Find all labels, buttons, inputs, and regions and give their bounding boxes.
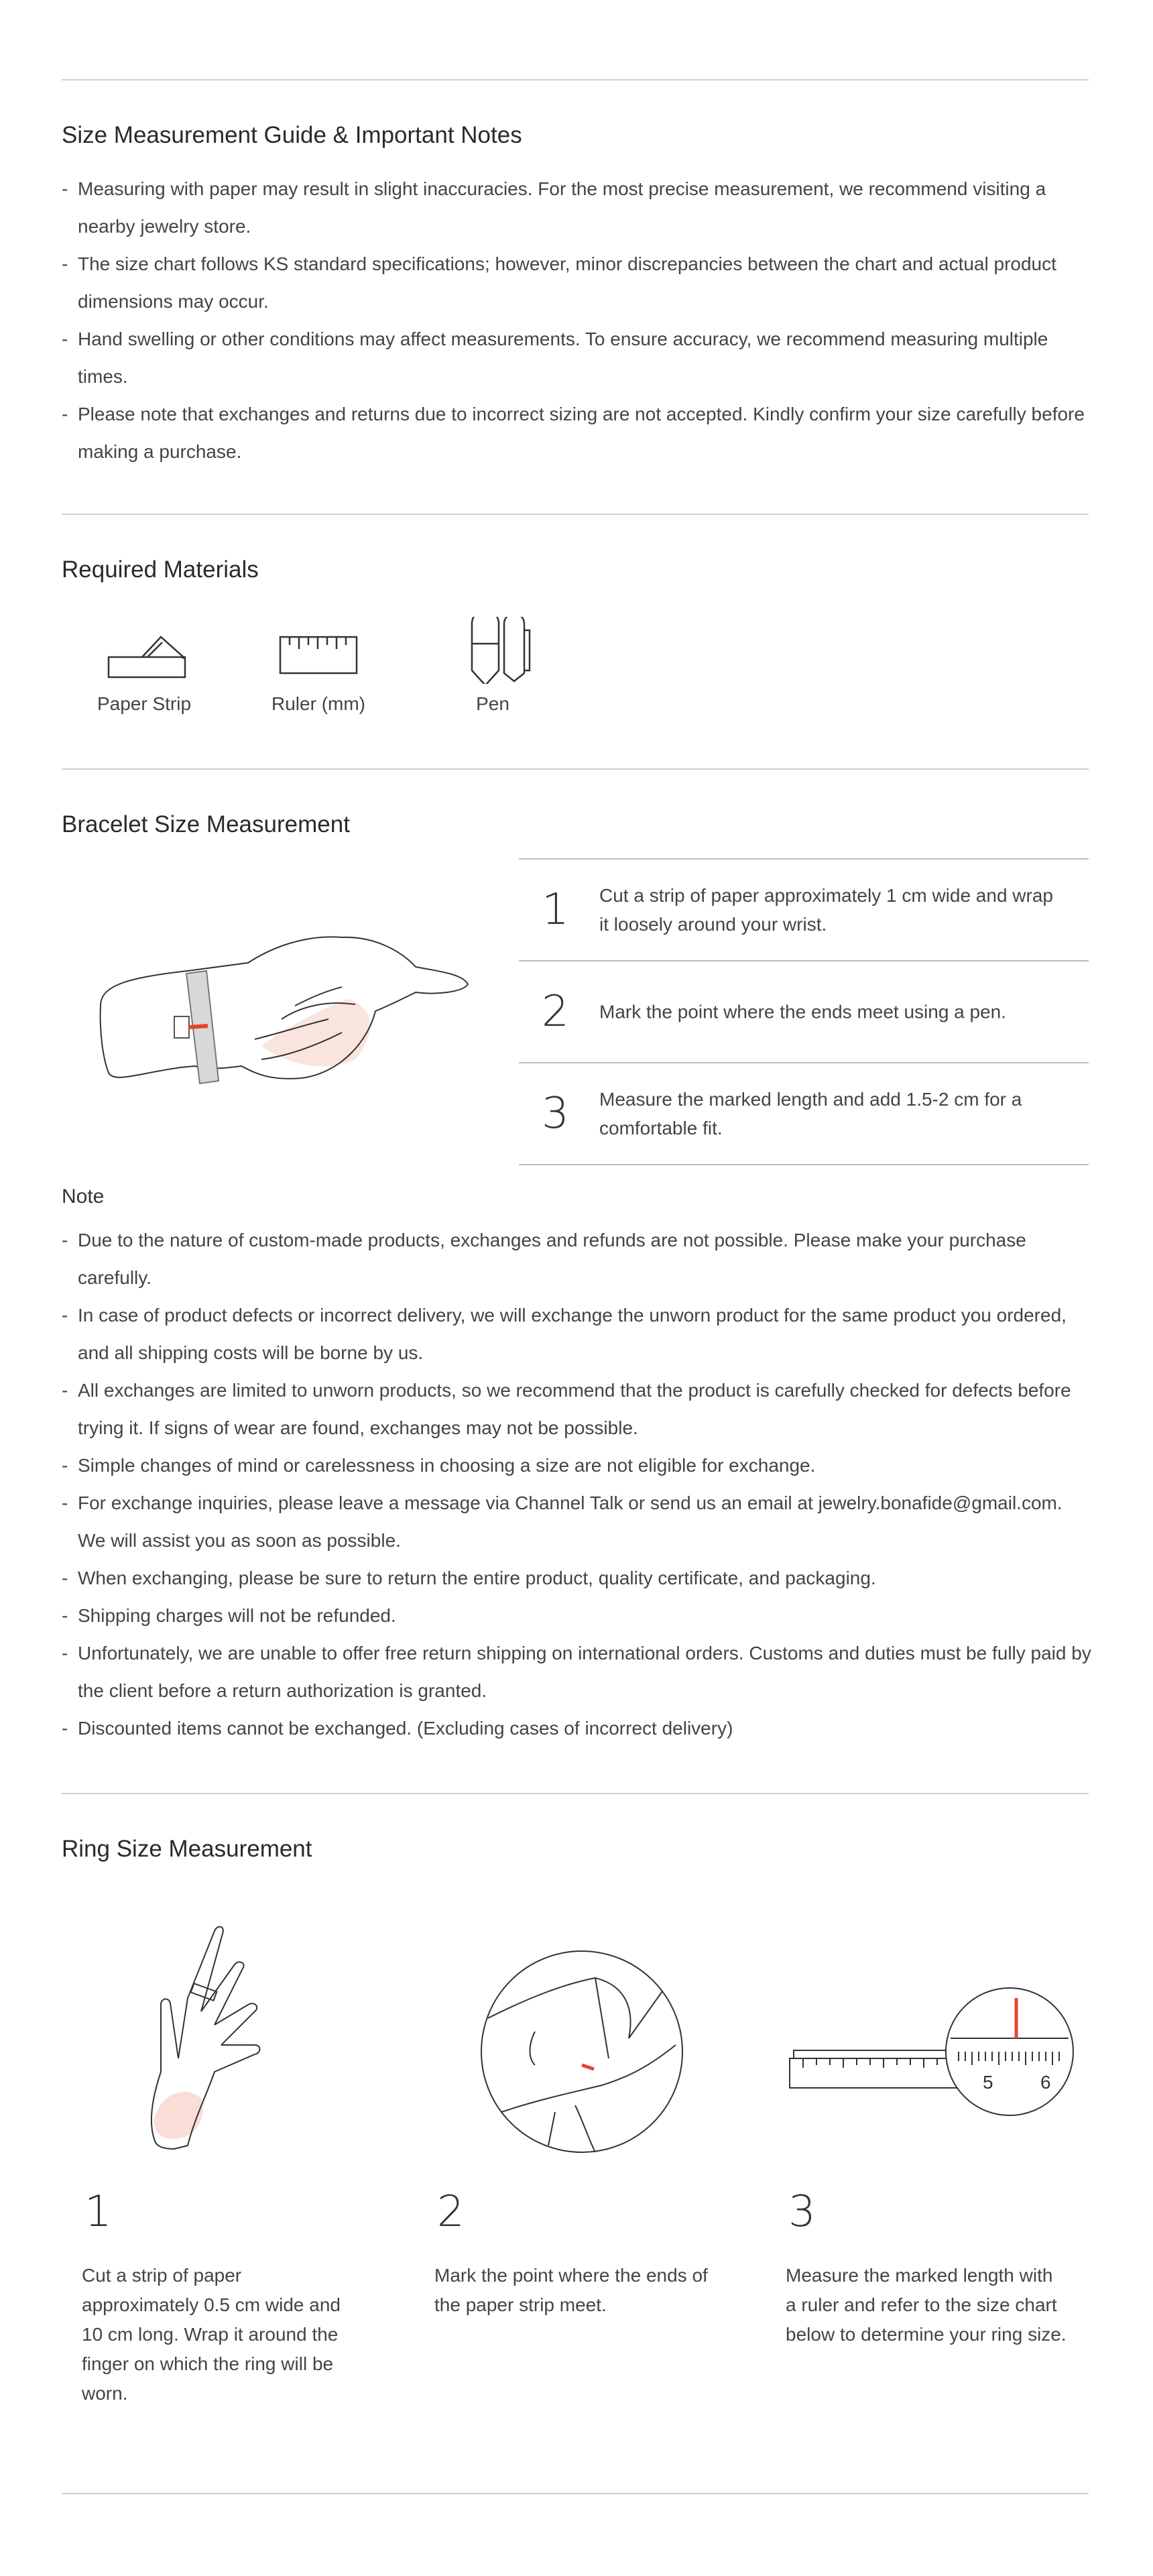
step-text: Measure the marked length with a ruler and refer to the size chart below to determine your ring size. <box>786 2265 1067 2345</box>
divider <box>62 1793 1089 1794</box>
ruler-closeup-illustration <box>783 1985 1078 2119</box>
step-text: Cut a strip of paper approximately 1 cm wide and wrap it loosely around your wrist. <box>599 885 1053 935</box>
divider <box>62 2493 1089 2494</box>
material-pen <box>436 617 550 715</box>
step-number: 2 <box>437 2187 465 2237</box>
step-number: 3 <box>788 2187 816 2237</box>
materials-title: Required Materials <box>62 557 259 583</box>
hand-illustration <box>134 1918 322 2172</box>
divider <box>62 79 1089 80</box>
note-item: - Discounted items cannot be exchanged. (Excluding cases of incorrect delivery) <box>62 1718 733 1739</box>
note-title: Note <box>62 1185 105 1208</box>
step-number: 3 <box>542 1089 569 1138</box>
bracelet-steps <box>519 858 1089 1165</box>
guide-item: - Please note that exchanges and returns due to incorrect sizing are not accepted. Kindly confirm your size carefully before making a purchase. <box>62 404 1085 462</box>
divider <box>62 514 1089 515</box>
guide-item: - The size chart follows KS standard specifications; however, minor discrepancies between the chart and actual product dimensions may occur. <box>62 253 1056 312</box>
material-paper-strip <box>87 617 201 715</box>
divider <box>62 768 1089 770</box>
step-text: Mark the point where the ends of the paper strip meet. <box>434 2265 708 2315</box>
guide-title: Size Measurement Guide & Important Notes <box>62 122 522 148</box>
guide-item: - Measuring with paper may result in slight inaccuracies. For the most precise measurement, we recommend visiting a nearby jewelry store. <box>62 178 1046 237</box>
ring-title: Ring Size Measurement <box>62 1836 312 1862</box>
finger-closeup-illustration <box>475 1944 689 2159</box>
bracelet-step <box>519 860 1089 961</box>
material-label: Paper Strip <box>97 693 192 714</box>
bracelet-step <box>519 1063 1089 1165</box>
note-item: - Shipping charges will not be refunded. <box>62 1605 396 1626</box>
step-text: Cut a strip of paper approximately 0.5 cm wide and 10 cm long. Wrap it around the finger on which the ring will be worn. <box>82 2265 341 2404</box>
note-item: - When exchanging, please be sure to return the entire product, quality certificate, and packaging. <box>62 1568 876 1588</box>
ring-step <box>414 2187 709 2320</box>
ring-step <box>62 2187 357 2408</box>
pen-icon <box>449 617 536 684</box>
step-text: Mark the point where the ends meet using a pen. <box>599 1001 1007 1022</box>
wrist-illustration <box>87 925 476 1100</box>
note-item: - Due to the nature of custom-made products, exchanges and refunds are not possible. Please make your purchase carefully. <box>62 1230 1026 1288</box>
material-label: Pen <box>476 693 509 714</box>
step-text: Measure the marked length and add 1.5-2 cm for a comfortable fit. <box>599 1089 1022 1138</box>
note-list <box>62 1222 1094 1747</box>
paper-strip-icon <box>101 617 188 684</box>
note-item: - All exchanges are limited to unworn products, so we recommend that the product is carefully checked for defects before trying it. If signs of wear are found, exchanges may not be possible. <box>62 1380 1071 1438</box>
step-number: 1 <box>542 885 569 935</box>
ruler-label: 5 <box>983 2072 993 2093</box>
material-ruler <box>261 617 375 715</box>
note-item: - For exchange inquiries, please leave a message via Channel Talk or send us an email at jewelry.bonafide@gmail.com. We will assist you as soon as possible. <box>62 1492 1063 1551</box>
step-number: 2 <box>542 987 569 1037</box>
note-item: - Unfortunately, we are unable to offer free return shipping on international orders. Customs and duties must be fully paid by the client before a return authorization is granted. <box>62 1643 1091 1701</box>
note-item: - Simple changes of mind or carelessness in choosing a size are not eligible for exchange. <box>62 1455 816 1476</box>
material-label: Ruler (mm) <box>271 693 365 714</box>
guide-list <box>62 170 1094 471</box>
step-number: 1 <box>84 2187 112 2237</box>
ring-step <box>766 2187 1067 2349</box>
ruler-icon <box>275 617 362 684</box>
ruler-label: 6 <box>1040 2072 1051 2093</box>
bracelet-title: Bracelet Size Measurement <box>62 811 350 837</box>
bracelet-step <box>519 961 1089 1063</box>
guide-item: - Hand swelling or other conditions may affect measurements. To ensure accuracy, we recommend measuring multiple times. <box>62 329 1048 387</box>
note-item: - In case of product defects or incorrect delivery, we will exchange the unworn product for the same product you ordered, and all shipping costs will be borne by us. <box>62 1305 1067 1363</box>
